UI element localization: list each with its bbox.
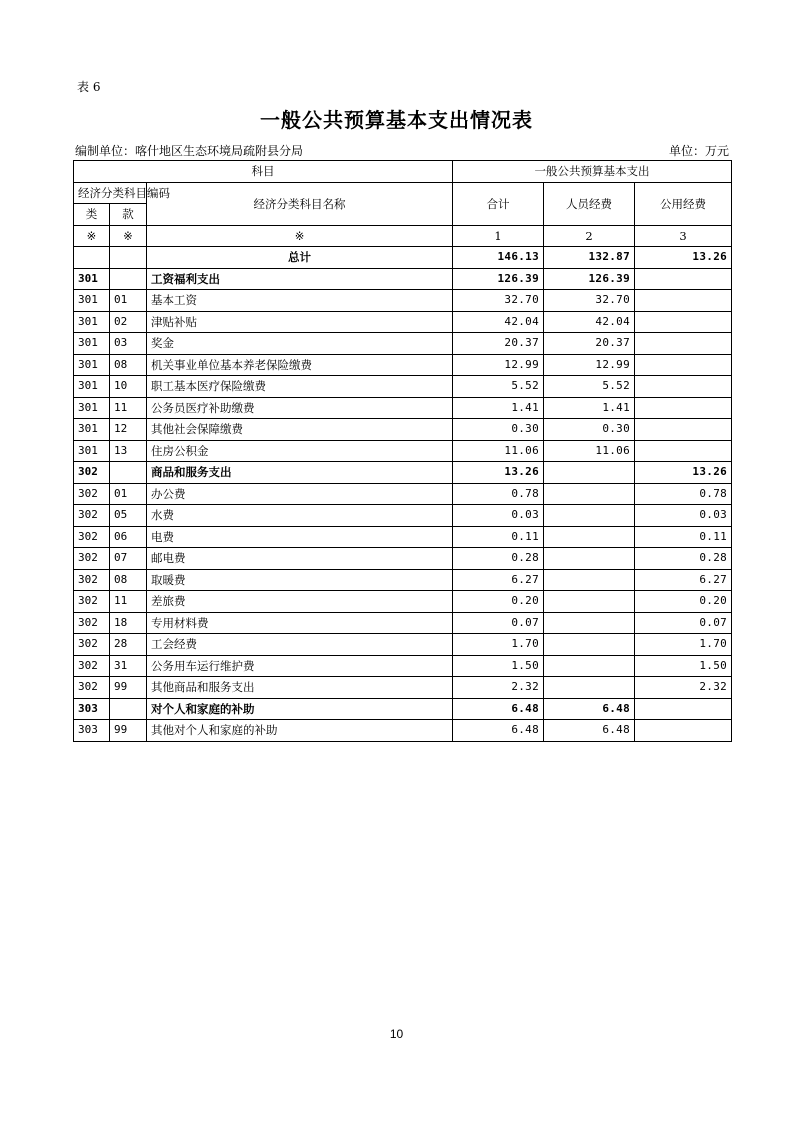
row-total: 0.78 <box>453 483 544 505</box>
row-public: 0.03 <box>635 505 732 527</box>
row-lei: 301 <box>74 333 110 355</box>
row-name: 职工基本医疗保险缴费 <box>147 376 453 398</box>
row-total: 20.37 <box>453 333 544 355</box>
row-total: 0.07 <box>453 612 544 634</box>
row-total: 2.32 <box>453 677 544 699</box>
row-personnel <box>544 634 635 656</box>
row-name: 奖金 <box>147 333 453 355</box>
page-title: 一般公共预算基本支出情况表 <box>260 108 533 132</box>
row-personnel <box>544 569 635 591</box>
row-kuan: 08 <box>110 569 147 591</box>
row-public <box>635 419 732 441</box>
table-row <box>74 376 732 398</box>
row-lei: 301 <box>74 268 110 290</box>
row-total: 6.27 <box>453 569 544 591</box>
row-lei: 302 <box>74 612 110 634</box>
row-name: 邮电费 <box>147 548 453 570</box>
row-name: 机关事业单位基本养老保险缴费 <box>147 354 453 376</box>
row-lei: 301 <box>74 354 110 376</box>
grand-total-public: 13.26 <box>635 247 732 269</box>
row-name: 工资福利支出 <box>147 268 453 290</box>
table-row <box>74 569 732 591</box>
row-personnel <box>544 483 635 505</box>
row-name: 电费 <box>147 526 453 548</box>
row-lei: 302 <box>74 591 110 613</box>
row-public <box>635 290 732 312</box>
row-personnel: 12.99 <box>544 354 635 376</box>
table-row <box>74 526 732 548</box>
row-name: 取暖费 <box>147 569 453 591</box>
header-total: 合计 <box>453 182 544 225</box>
row-total: 0.28 <box>453 548 544 570</box>
row-lei: 301 <box>74 419 110 441</box>
table-row <box>74 720 732 742</box>
grand-total-empty-lei <box>74 247 110 269</box>
row-name: 基本工资 <box>147 290 453 312</box>
row-name: 商品和服务支出 <box>147 462 453 484</box>
row-personnel <box>544 655 635 677</box>
row-kuan: 99 <box>110 677 147 699</box>
row-personnel: 126.39 <box>544 268 635 290</box>
row-name: 工会经费 <box>147 634 453 656</box>
table-row <box>74 634 732 656</box>
row-lei: 303 <box>74 698 110 720</box>
header-kuan: 款 <box>110 204 147 226</box>
row-public: 0.11 <box>635 526 732 548</box>
row-personnel: 20.37 <box>544 333 635 355</box>
header-personnel: 人员经费 <box>544 182 635 225</box>
table-row <box>74 591 732 613</box>
row-name: 对个人和家庭的补助 <box>147 698 453 720</box>
header-row-2 <box>74 182 732 204</box>
row-personnel <box>544 612 635 634</box>
grand-total-total: 146.13 <box>453 247 544 269</box>
row-personnel: 0.30 <box>544 419 635 441</box>
row-name: 其他商品和服务支出 <box>147 677 453 699</box>
row-kuan: 01 <box>110 483 147 505</box>
row-kuan: 01 <box>110 290 147 312</box>
grand-total-label: 总计 <box>147 247 453 269</box>
row-lei: 303 <box>74 720 110 742</box>
row-kuan <box>110 268 147 290</box>
table-row <box>74 505 732 527</box>
row-total: 32.70 <box>453 290 544 312</box>
row-public: 6.27 <box>635 569 732 591</box>
row-personnel: 1.41 <box>544 397 635 419</box>
row-personnel <box>544 591 635 613</box>
row-total: 1.41 <box>453 397 544 419</box>
row-total: 5.52 <box>453 376 544 398</box>
row-public <box>635 333 732 355</box>
row-name: 办公费 <box>147 483 453 505</box>
row-kuan: 31 <box>110 655 147 677</box>
header-lei: 类 <box>74 204 110 226</box>
row-personnel: 32.70 <box>544 290 635 312</box>
row-lei: 302 <box>74 548 110 570</box>
row-personnel: 6.48 <box>544 720 635 742</box>
row-lei: 301 <box>74 397 110 419</box>
row-kuan: 05 <box>110 505 147 527</box>
row-public: 0.78 <box>635 483 732 505</box>
row-kuan: 02 <box>110 311 147 333</box>
row-kuan <box>110 462 147 484</box>
row-personnel <box>544 505 635 527</box>
grand-total-personnel: 132.87 <box>544 247 635 269</box>
row-name: 住房公积金 <box>147 440 453 462</box>
row-kuan: 28 <box>110 634 147 656</box>
row-public: 2.32 <box>635 677 732 699</box>
row-public: 0.07 <box>635 612 732 634</box>
row-total: 0.11 <box>453 526 544 548</box>
row-lei: 302 <box>74 483 110 505</box>
row-total: 13.26 <box>453 462 544 484</box>
row-lei: 302 <box>74 462 110 484</box>
row-public: 1.70 <box>635 634 732 656</box>
row-public <box>635 440 732 462</box>
table-row <box>74 548 732 570</box>
row-public <box>635 376 732 398</box>
row-total: 0.03 <box>453 505 544 527</box>
col-number-personnel: 2 <box>544 225 635 247</box>
table-row <box>74 268 732 290</box>
table-row <box>74 612 732 634</box>
row-lei: 301 <box>74 376 110 398</box>
table-row <box>74 462 732 484</box>
row-total: 11.06 <box>453 440 544 462</box>
row-lei: 302 <box>74 677 110 699</box>
row-kuan: 12 <box>110 419 147 441</box>
row-personnel: 6.48 <box>544 698 635 720</box>
organization-label: 编制单位：喀什地区生态环境局疏附县分局 <box>75 144 304 158</box>
row-lei: 301 <box>74 311 110 333</box>
row-kuan <box>110 698 147 720</box>
row-total: 0.20 <box>453 591 544 613</box>
table-row <box>74 311 732 333</box>
row-public <box>635 720 732 742</box>
row-personnel: 5.52 <box>544 376 635 398</box>
table-row <box>74 397 732 419</box>
row-name: 公务员医疗补助缴费 <box>147 397 453 419</box>
row-kuan: 10 <box>110 376 147 398</box>
row-kuan: 06 <box>110 526 147 548</box>
row-public <box>635 397 732 419</box>
col-number-total: 1 <box>453 225 544 247</box>
row-kuan: 03 <box>110 333 147 355</box>
row-kuan: 07 <box>110 548 147 570</box>
row-name: 津贴补贴 <box>147 311 453 333</box>
col-number-public: 3 <box>635 225 732 247</box>
row-personnel <box>544 677 635 699</box>
row-lei: 302 <box>74 505 110 527</box>
row-kuan: 99 <box>110 720 147 742</box>
table-row <box>74 698 732 720</box>
row-name: 专用材料费 <box>147 612 453 634</box>
table-row <box>74 440 732 462</box>
row-kuan: 11 <box>110 397 147 419</box>
mark-name: ※ <box>147 225 453 247</box>
row-name: 其他对个人和家庭的补助 <box>147 720 453 742</box>
row-lei: 302 <box>74 655 110 677</box>
row-lei: 302 <box>74 634 110 656</box>
table-row <box>74 419 732 441</box>
header-econ-name: 经济分类科目名称 <box>147 182 453 225</box>
table-row <box>74 333 732 355</box>
row-public <box>635 311 732 333</box>
row-personnel <box>544 462 635 484</box>
row-public: 0.20 <box>635 591 732 613</box>
page-number: 10 <box>389 1027 404 1041</box>
unit-label: 单位：万元 <box>668 144 729 158</box>
row-kuan: 13 <box>110 440 147 462</box>
table-row <box>74 483 732 505</box>
table-row <box>74 655 732 677</box>
row-total: 126.39 <box>453 268 544 290</box>
row-total: 12.99 <box>453 354 544 376</box>
row-total: 0.30 <box>453 419 544 441</box>
mark-kuan: ※ <box>110 225 147 247</box>
row-total: 6.48 <box>453 698 544 720</box>
header-public: 公用经费 <box>635 182 732 225</box>
row-personnel <box>544 548 635 570</box>
row-kuan: 18 <box>110 612 147 634</box>
row-public <box>635 354 732 376</box>
row-total: 1.70 <box>453 634 544 656</box>
budget-table <box>73 160 732 742</box>
row-kuan: 08 <box>110 354 147 376</box>
header-general-budget: 一般公共预算基本支出 <box>453 161 732 183</box>
mark-lei: ※ <box>74 225 110 247</box>
header-subject: 科目 <box>74 161 453 183</box>
row-lei: 302 <box>74 526 110 548</box>
row-public: 1.50 <box>635 655 732 677</box>
row-name: 差旅费 <box>147 591 453 613</box>
row-public <box>635 698 732 720</box>
row-total: 42.04 <box>453 311 544 333</box>
row-name: 水费 <box>147 505 453 527</box>
row-lei: 302 <box>74 569 110 591</box>
grand-total-row <box>74 247 732 269</box>
row-name: 其他社会保障缴费 <box>147 419 453 441</box>
grand-total-empty-kuan <box>110 247 147 269</box>
table-row <box>74 290 732 312</box>
row-kuan: 11 <box>110 591 147 613</box>
row-personnel <box>544 526 635 548</box>
header-row-4 <box>74 225 732 247</box>
row-lei: 301 <box>74 290 110 312</box>
row-public: 13.26 <box>635 462 732 484</box>
row-public <box>635 268 732 290</box>
row-personnel: 11.06 <box>544 440 635 462</box>
table-row <box>74 354 732 376</box>
row-total: 1.50 <box>453 655 544 677</box>
table-row <box>74 677 732 699</box>
row-personnel: 42.04 <box>544 311 635 333</box>
row-total: 6.48 <box>453 720 544 742</box>
row-name: 公务用车运行维护费 <box>147 655 453 677</box>
row-lei: 301 <box>74 440 110 462</box>
header-row-1 <box>74 161 732 183</box>
header-econ-code: 经济分类科目编码 <box>74 182 147 204</box>
table-label: 表 6 <box>77 80 101 94</box>
row-public: 0.28 <box>635 548 732 570</box>
